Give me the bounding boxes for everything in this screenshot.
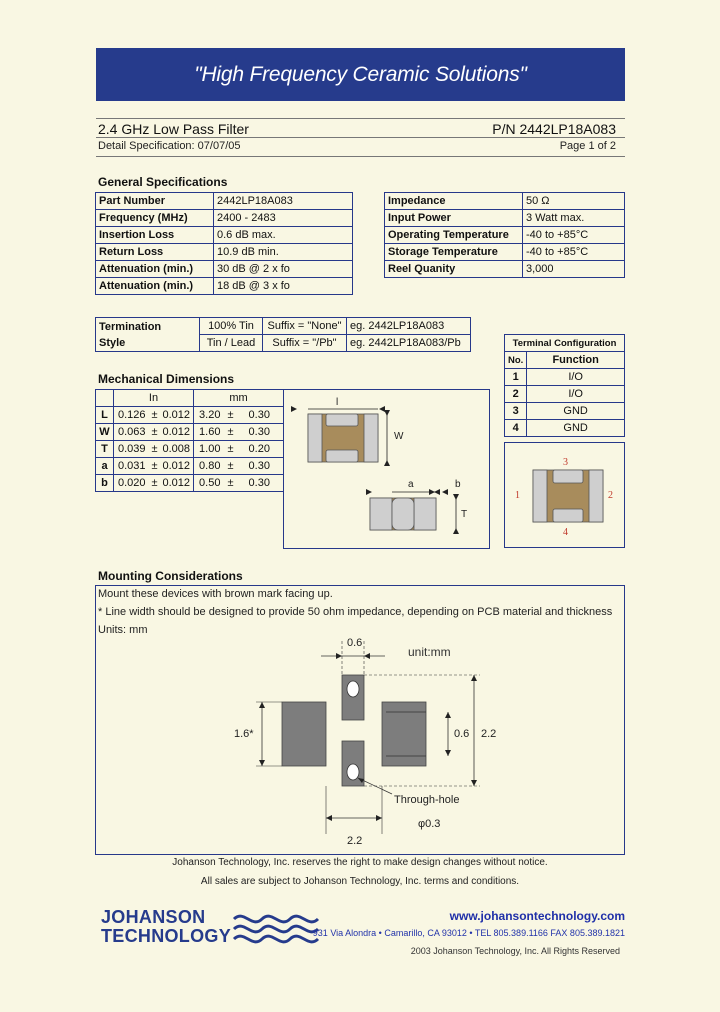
table-row <box>96 441 284 458</box>
dim-in-tol: 0.012 <box>160 475 194 492</box>
dim-in-tol: 0.008 <box>160 441 194 458</box>
spec-value: -40 to +85°C <box>523 227 625 244</box>
spec-label: Operating Temperature <box>385 227 523 244</box>
table-row <box>96 210 353 227</box>
spec-value: -40 to +85°C <box>523 244 625 261</box>
t-label: T <box>461 509 468 520</box>
dim-in-tol: 0.012 <box>160 424 194 441</box>
table-row <box>96 424 284 441</box>
termination-table <box>95 317 471 352</box>
dim-in: 0.031 <box>114 458 150 475</box>
table-row <box>505 369 625 386</box>
table-row <box>505 420 625 437</box>
table-row <box>96 227 353 244</box>
dim-bottom-label: 2.2 <box>347 835 363 847</box>
mechanical-dimensions-title: Mechanical Dimensions <box>98 372 235 386</box>
dim-label: b <box>96 475 114 492</box>
terminal-no: 2 <box>505 386 527 403</box>
website-link[interactable]: www.johansontechnology.com <box>449 909 625 923</box>
corner-cell <box>96 390 114 407</box>
pin-4-label: 4 <box>563 527 568 538</box>
terminal-config-title: Terminal Configuration <box>505 335 625 352</box>
pin-1-label: 1 <box>515 490 520 501</box>
land-pattern-drawing <box>96 586 624 854</box>
dim-mm: 1.60 <box>194 424 226 441</box>
spec-value: 0.6 dB max. <box>214 227 353 244</box>
spec-label: Attenuation (min.) <box>96 278 214 295</box>
spec-value: 30 dB @ 2 x fo <box>214 261 353 278</box>
dim-in-tol: 0.012 <box>160 458 194 475</box>
through-hole-label: Through-hole <box>394 794 460 806</box>
header-divider <box>96 156 625 157</box>
table-row <box>505 335 625 352</box>
spec-value: 18 dB @ 3 x fo <box>214 278 353 295</box>
b-label: b <box>455 479 461 490</box>
termination-style-label <box>96 318 200 352</box>
plus-minus: ± <box>226 407 236 424</box>
termination-type: Tin / Lead <box>200 335 263 352</box>
plus-minus: ± <box>226 424 236 441</box>
header-banner <box>96 48 625 101</box>
terminal-function: GND <box>527 420 625 437</box>
company-logo <box>101 908 231 946</box>
dim-mm: 0.80 <box>194 458 226 475</box>
table-row <box>385 210 625 227</box>
pin-2-label: 2 <box>608 490 613 501</box>
dim-mm: 0.50 <box>194 475 226 492</box>
terminal-function: GND <box>527 403 625 420</box>
general-specs-right-table <box>384 192 625 278</box>
dim-mm: 1.00 <box>194 441 226 458</box>
mounting-units: Units: mm <box>98 624 148 636</box>
termination-example: eg. 2442LP18A083 <box>347 318 471 335</box>
spec-value: 2400 - 2483 <box>214 210 353 227</box>
width-label: W <box>394 431 404 442</box>
product-title: 2.4 GHz Low Pass Filter <box>98 121 249 137</box>
table-row <box>385 244 625 261</box>
spec-label: Insertion Loss <box>96 227 214 244</box>
plus-minus: ± <box>150 475 160 492</box>
plus-minus: ± <box>150 407 160 424</box>
mechanical-dimensions-table <box>95 389 284 492</box>
company-address: 931 Via Alondra • Camarillo, CA 93012 • TEL 805.389.1166 FAX 805.389.1821 <box>312 928 625 938</box>
mounting-note-1: Mount these devices with brown mark facing up. <box>98 588 333 600</box>
logo-wave-icon <box>232 911 322 949</box>
terminal-config-drawing <box>504 442 625 548</box>
spec-value: 50 Ω <box>523 193 625 210</box>
spec-label: Frequency (MHz) <box>96 210 214 227</box>
table-row <box>505 352 625 369</box>
dim-mm-tol: 0.30 <box>236 407 284 424</box>
table-row <box>96 278 353 295</box>
dim-left-label: 1.6* <box>234 728 254 740</box>
part-number-heading: P/N 2442LP18A083 <box>492 121 616 137</box>
plus-minus: ± <box>150 424 160 441</box>
dim-mm-tol: 0.30 <box>236 424 284 441</box>
spec-label: Attenuation (min.) <box>96 261 214 278</box>
table-row <box>96 261 353 278</box>
plus-minus: ± <box>150 441 160 458</box>
mounting-title: Mounting Considerations <box>98 569 243 583</box>
dim-in: 0.020 <box>114 475 150 492</box>
terminal-no: 3 <box>505 403 527 420</box>
dim-mm-tol: 0.20 <box>236 441 284 458</box>
detail-spec-date: Detail Specification: 07/07/05 <box>98 140 241 152</box>
spec-label: Impedance <box>385 193 523 210</box>
spec-value: 10.9 dB min. <box>214 244 353 261</box>
table-row <box>385 261 625 278</box>
spec-label: Storage Temperature <box>385 244 523 261</box>
dim-label: T <box>96 441 114 458</box>
table-row <box>505 386 625 403</box>
dim-mm-tol: 0.30 <box>236 475 284 492</box>
plus-minus: ± <box>150 458 160 475</box>
dim-label: L <box>96 407 114 424</box>
termination-label: Termination <box>99 320 162 333</box>
logo-line-2: TECHNOLOGY <box>101 926 232 946</box>
length-label: l <box>336 397 339 408</box>
termination-example: eg. 2442LP18A083/Pb <box>347 335 471 352</box>
table-row <box>96 193 353 210</box>
spec-label: Reel Quanity <box>385 261 523 278</box>
table-row <box>96 390 284 407</box>
chip-dimension-drawing <box>284 390 489 548</box>
dim-mid-label: 0.6 <box>454 728 470 740</box>
spec-value: 2442LP18A083 <box>214 193 353 210</box>
spec-label: Return Loss <box>96 244 214 261</box>
termination-type: 100% Tin <box>200 318 263 335</box>
spec-label: Input Power <box>385 210 523 227</box>
page-indicator: Page 1 of 2 <box>559 140 616 152</box>
mounting-box <box>95 585 625 855</box>
dim-in: 0.063 <box>114 424 150 441</box>
a-label: a <box>408 479 414 490</box>
title-top-divider <box>96 118 625 119</box>
general-specs-title: General Specifications <box>98 175 228 189</box>
hole-diameter-label: φ0.3 <box>418 818 441 830</box>
col-function-header: Function <box>527 352 625 369</box>
banner-text: "High Frequency Ceramic Solutions" <box>194 62 527 86</box>
table-row <box>385 193 625 210</box>
dim-in-tol: 0.012 <box>160 407 194 424</box>
table-row <box>505 403 625 420</box>
terminal-function: I/O <box>527 369 625 386</box>
mechanical-drawing <box>283 389 490 549</box>
pin-3-label: 3 <box>563 457 568 468</box>
table-row <box>96 244 353 261</box>
col-in-header: In <box>114 390 194 407</box>
col-mm-header: mm <box>194 390 284 407</box>
spec-value: 3 Watt max. <box>523 210 625 227</box>
table-row <box>385 227 625 244</box>
spec-label: Part Number <box>96 193 214 210</box>
pinout-drawing <box>505 443 624 547</box>
spec-value: 3,000 <box>523 261 625 278</box>
title-bottom-divider <box>96 137 625 138</box>
logo-line-1: JOHANSON <box>101 907 206 927</box>
dim-in: 0.039 <box>114 441 150 458</box>
dim-label: W <box>96 424 114 441</box>
plus-minus: ± <box>226 441 236 458</box>
footer-note-1: Johanson Technology, Inc. reserves the right to make design changes without notice. <box>172 857 548 868</box>
unit-label: unit:mm <box>408 645 451 659</box>
dim-mm-tol: 0.30 <box>236 458 284 475</box>
termination-suffix: Suffix = "None" <box>263 318 347 335</box>
dim-top-label: 0.6 <box>347 637 363 649</box>
dim-label: a <box>96 458 114 475</box>
copyright-notice: 2003 Johanson Technology, Inc. All Rights Reserved <box>410 946 620 956</box>
plus-minus: ± <box>226 475 236 492</box>
terminal-config-table <box>504 334 625 437</box>
dim-in: 0.126 <box>114 407 150 424</box>
footer-note-2: All sales are subject to Johanson Technology, Inc. terms and conditions. <box>200 876 520 887</box>
general-specs-left-table <box>95 192 353 295</box>
col-no-header: No. <box>505 352 527 369</box>
mounting-note-2: * Line width should be designed to provide 50 ohm impedance, depending on PCB material and thickness <box>98 606 613 618</box>
dim-mm: 3.20 <box>194 407 226 424</box>
table-row <box>96 475 284 492</box>
termination-suffix: Suffix = "/Pb" <box>263 335 347 352</box>
table-row <box>96 318 471 335</box>
plus-minus: ± <box>226 458 236 475</box>
table-row <box>96 407 284 424</box>
terminal-no: 4 <box>505 420 527 437</box>
style-label: Style <box>99 336 126 349</box>
terminal-no: 1 <box>505 369 527 386</box>
terminal-function: I/O <box>527 386 625 403</box>
table-row <box>96 458 284 475</box>
dim-right-label: 2.2 <box>481 728 497 740</box>
